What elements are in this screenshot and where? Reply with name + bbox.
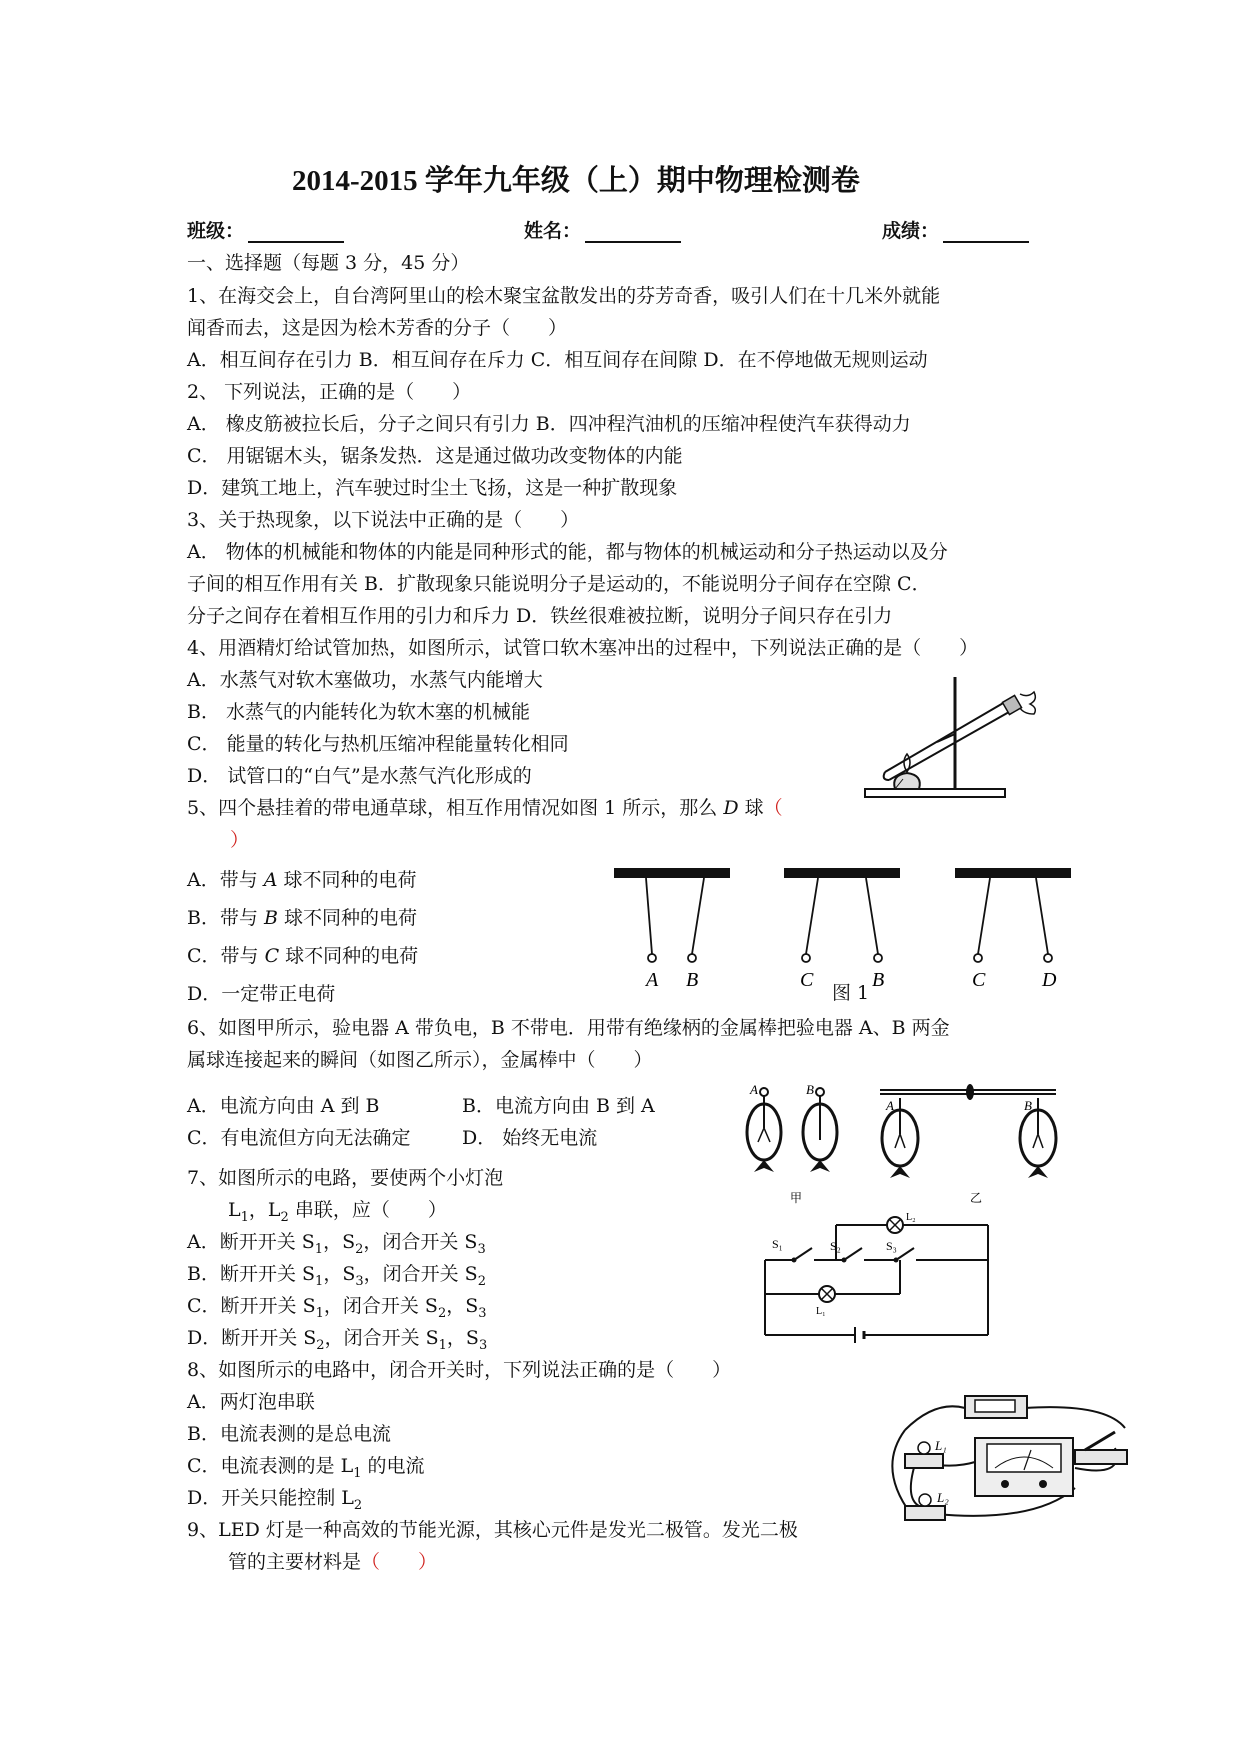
- ball-label-5: C: [972, 969, 986, 991]
- q8-c-post: 的电流: [361, 1455, 425, 1477]
- fig-label-b1: B: [806, 1082, 814, 1097]
- q8-option-d: [187, 1486, 363, 1513]
- q2-option-a: A． 橡皮筋被拉长后，分子之间只有引力 B．四冲程汽油机的压缩冲程使汽车获得动力: [187, 413, 911, 435]
- class-blank[interactable]: [248, 221, 344, 243]
- class-label: 班级：: [187, 220, 245, 242]
- fig-s2: S₂: [830, 1239, 841, 1253]
- q7-d-5: 3: [478, 1337, 488, 1353]
- q6-line2: 属球连接起来的瞬间（如图乙所示），金属棒中（ ）: [187, 1049, 653, 1071]
- q6-line1: 6、如图甲所示，验电器 A 带负电，B 不带电．用带有绝缘柄的金属棒把验电器 A、B 两金: [187, 1017, 950, 1039]
- q7-c-0: C．断开开关 S: [187, 1295, 316, 1317]
- electroscope-b-jia: [803, 1088, 837, 1172]
- q8-option-b: B．电流表测的是总电流: [187, 1423, 391, 1445]
- q7-b-1: 1: [315, 1273, 324, 1289]
- q5-paren-close: ）: [230, 829, 250, 851]
- fig-label-b2: B: [1024, 1098, 1032, 1113]
- q7-b-3: 3: [355, 1273, 364, 1289]
- ball-label-6: D: [1042, 969, 1057, 991]
- name-field: [524, 219, 681, 243]
- q5-b-ball: B: [264, 907, 278, 929]
- q5-stem-ball: D: [723, 797, 739, 819]
- q7-option-b: [187, 1262, 486, 1289]
- q5-b-post: 球不同种的电荷: [277, 907, 418, 929]
- q7-b-4: ，闭合开关 S: [363, 1263, 478, 1285]
- q5-stem: [187, 796, 783, 820]
- q5-c-pre: C．带与: [187, 945, 265, 967]
- q5-a-ball: A: [263, 869, 278, 891]
- fig-label-yi: 乙: [970, 1191, 983, 1205]
- q9-line1: 9、LED 灯是一种高效的节能光源，其核心元件是发光二极管。发光二极: [187, 1519, 798, 1541]
- q5-c-post: 球不同种的电荷: [279, 945, 419, 967]
- switch: [1075, 1432, 1127, 1464]
- q5-a-pre: A．带与: [187, 869, 264, 891]
- fig-s1: S₁: [772, 1237, 783, 1251]
- ammeter: [975, 1438, 1073, 1496]
- q4-stem: 4、用酒精灯给试管加热，如图所示，试管口软木塞冲出的过程中，下列说法正确的是（ ）: [187, 637, 979, 659]
- q5-option-b: [187, 906, 417, 930]
- q4-option-c: C． 能量的转化与热机压缩冲程能量转化相同: [187, 733, 569, 755]
- score-blank[interactable]: [943, 221, 1029, 243]
- ball-label-1: A: [646, 969, 659, 991]
- name-label: 姓名：: [524, 220, 582, 242]
- ball-label-2: B: [686, 969, 699, 991]
- q8-fig-l1: L₁: [935, 1438, 947, 1453]
- q4-option-b: B． 水蒸气的内能转化为软木塞的机械能: [187, 701, 531, 723]
- q7-option-d: [187, 1326, 488, 1353]
- q8-c-sub: 1: [353, 1465, 362, 1481]
- q6-option-a: A．电流方向由 A 到 B: [187, 1095, 380, 1117]
- q7-l2-sub: 2: [280, 1209, 289, 1225]
- fig-label-jia: 甲: [790, 1191, 803, 1205]
- q8-stem: 8、如图所示的电路中，闭合开关时，下列说法正确的是（ ）: [187, 1359, 732, 1381]
- test-tube-heating-figure: [855, 672, 1045, 802]
- q4-option-a: A．水蒸气对软木塞做功，水蒸气内能增大: [187, 669, 543, 691]
- class-field: [187, 219, 344, 243]
- q7-b-5: 2: [477, 1273, 486, 1289]
- ball-label-4: B: [872, 969, 885, 991]
- q3-stem: 3、关于热现象，以下说法中正确的是（ ）: [187, 509, 580, 531]
- q5-b-pre: B．带与: [187, 907, 265, 929]
- q9-line2: [228, 1550, 437, 1574]
- q7-a-3: 2: [355, 1241, 364, 1257]
- q7-stem1: 7、如图所示的电路，要使两个小灯泡: [187, 1167, 504, 1189]
- q5-option-a: [187, 868, 417, 892]
- q6-option-b: B．电流方向由 B 到 A: [462, 1095, 655, 1117]
- q7-a-2: ，S: [323, 1231, 356, 1253]
- q2-option-c: C． 用锯锯木头，锯条发热．这是通过做功改变物体的内能: [187, 445, 683, 467]
- q5-stem-text: 5、四个悬挂着的带电通草球，相互作用情况如图 1 所示，那么: [187, 797, 724, 819]
- q3-line1: A． 物体的机械能和物体的内能是同种形式的能，都与物体的机械运动和分子热运动以及分: [187, 541, 948, 563]
- q7-d-2: ，闭合开关 S: [324, 1327, 439, 1349]
- q5-a-post: 球不同种的电荷: [277, 869, 417, 891]
- q8-circuit-figure: [875, 1388, 1137, 1528]
- q7-a-5: 3: [477, 1241, 486, 1257]
- q7-l1: L: [228, 1199, 241, 1221]
- q7-c-2: ，闭合开关 S: [323, 1295, 438, 1317]
- fig-l2: L₂: [906, 1212, 916, 1223]
- q2-stem: 2、 下列说法，正确的是（ ）: [187, 381, 472, 403]
- q6-option-d: D． 始终无电流: [462, 1127, 598, 1149]
- q8-d-sub: 2: [353, 1497, 363, 1513]
- q6-option-c: C．有电流但方向无法确定: [187, 1127, 411, 1149]
- q9-line2-text: 管的主要材料是: [228, 1551, 362, 1573]
- q7-stem2: [228, 1198, 447, 1225]
- q1-line2: 闻香而去，这是因为桧木芳香的分子（ ）: [187, 317, 568, 339]
- figure-1-label: 图 1: [832, 982, 870, 1004]
- score-field: [882, 219, 1029, 243]
- fig-label-a1: A: [750, 1082, 758, 1097]
- q8-option-a: A．两灯泡串联: [187, 1391, 315, 1413]
- q5-option-d: D．一定带正电荷: [187, 983, 336, 1005]
- q7-c-4: ，S: [446, 1295, 479, 1317]
- q7-l1-sub: 1: [240, 1209, 249, 1225]
- q7-b-0: B．断开开关 S: [187, 1263, 316, 1285]
- ball-label-3: C: [800, 969, 814, 991]
- q7-a-1: 1: [314, 1241, 324, 1257]
- electroscope-a-jia: [747, 1088, 781, 1172]
- q7-b-2: ，S: [323, 1263, 356, 1285]
- q7-c-3: 2: [437, 1305, 447, 1321]
- q7-c-1: 1: [315, 1305, 324, 1321]
- q7-d-0: D．断开开关 S: [187, 1327, 317, 1349]
- q4-option-d: D． 试管口的“白气”是水蒸气汽化形成的: [187, 765, 532, 787]
- q9-answer-paren[interactable]: （ ）: [361, 1551, 438, 1573]
- section-heading: 一、选择题（每题 3 分，45 分）: [187, 252, 470, 274]
- q5-stem-post: 球: [738, 797, 764, 819]
- score-label: 成绩：: [882, 220, 940, 242]
- name-blank[interactable]: [585, 221, 681, 243]
- q7-option-c: [187, 1294, 487, 1321]
- q7-d-1: 2: [316, 1337, 325, 1353]
- q3-line3: 分子之间存在着相互作用的引力和斥力 D．铁丝很难被拉断，说明分子间只存在引力: [187, 605, 893, 627]
- q5-option-c: [187, 944, 418, 968]
- fig-l1: L₁: [816, 1306, 826, 1317]
- q7-l2: ，L: [248, 1199, 281, 1221]
- q7-a-0: A．断开开关 S: [187, 1231, 315, 1253]
- q8-option-c: [187, 1454, 425, 1481]
- q3-line2: 子间的相互作用有关 B．扩散现象只能说明分子是运动的，不能说明分子间存在空隙 C．: [187, 573, 931, 595]
- q7-option-a: [187, 1230, 486, 1257]
- battery-box: [965, 1396, 1027, 1418]
- q8-d-pre: D．开关只能控制 L: [187, 1487, 354, 1509]
- q1-line1: 1、在海交会上，自台湾阿里山的桧木聚宝盆散发出的芬芳奇香，吸引人们在十几米外就能: [187, 285, 941, 307]
- q1-options: A．相互间存在引力 B．相互间存在斥力 C．相互间存在间隙 D．在不停地做无规则运动: [187, 349, 928, 371]
- page-title: 2014-2015 学年九年级（上）期中物理检测卷: [292, 165, 860, 197]
- q7-a-4: ，闭合开关 S: [363, 1231, 478, 1253]
- q8-fig-l2: L₂: [937, 1490, 949, 1505]
- q7-c-5: 3: [478, 1305, 487, 1321]
- electroscope-figure: [740, 1080, 1070, 1210]
- q7-d-4: ，S: [446, 1327, 479, 1349]
- fig-s3: S₃: [886, 1239, 897, 1253]
- q8-c-pre: C．电流表测的是 L: [187, 1455, 354, 1477]
- q5-c-ball: C: [264, 945, 280, 967]
- q7-stem2-post: 串联，应（ ）: [288, 1199, 447, 1221]
- charged-balls-figure: [612, 862, 1072, 992]
- q5-paren-open: （: [763, 797, 783, 819]
- fig-label-a2: A: [886, 1098, 894, 1113]
- q2-option-d: D．建筑工地上，汽车驶过时尘土飞扬，这是一种扩散现象: [187, 477, 678, 499]
- q7-d-3: 1: [438, 1337, 447, 1353]
- q7-circuit-figure: [760, 1210, 995, 1345]
